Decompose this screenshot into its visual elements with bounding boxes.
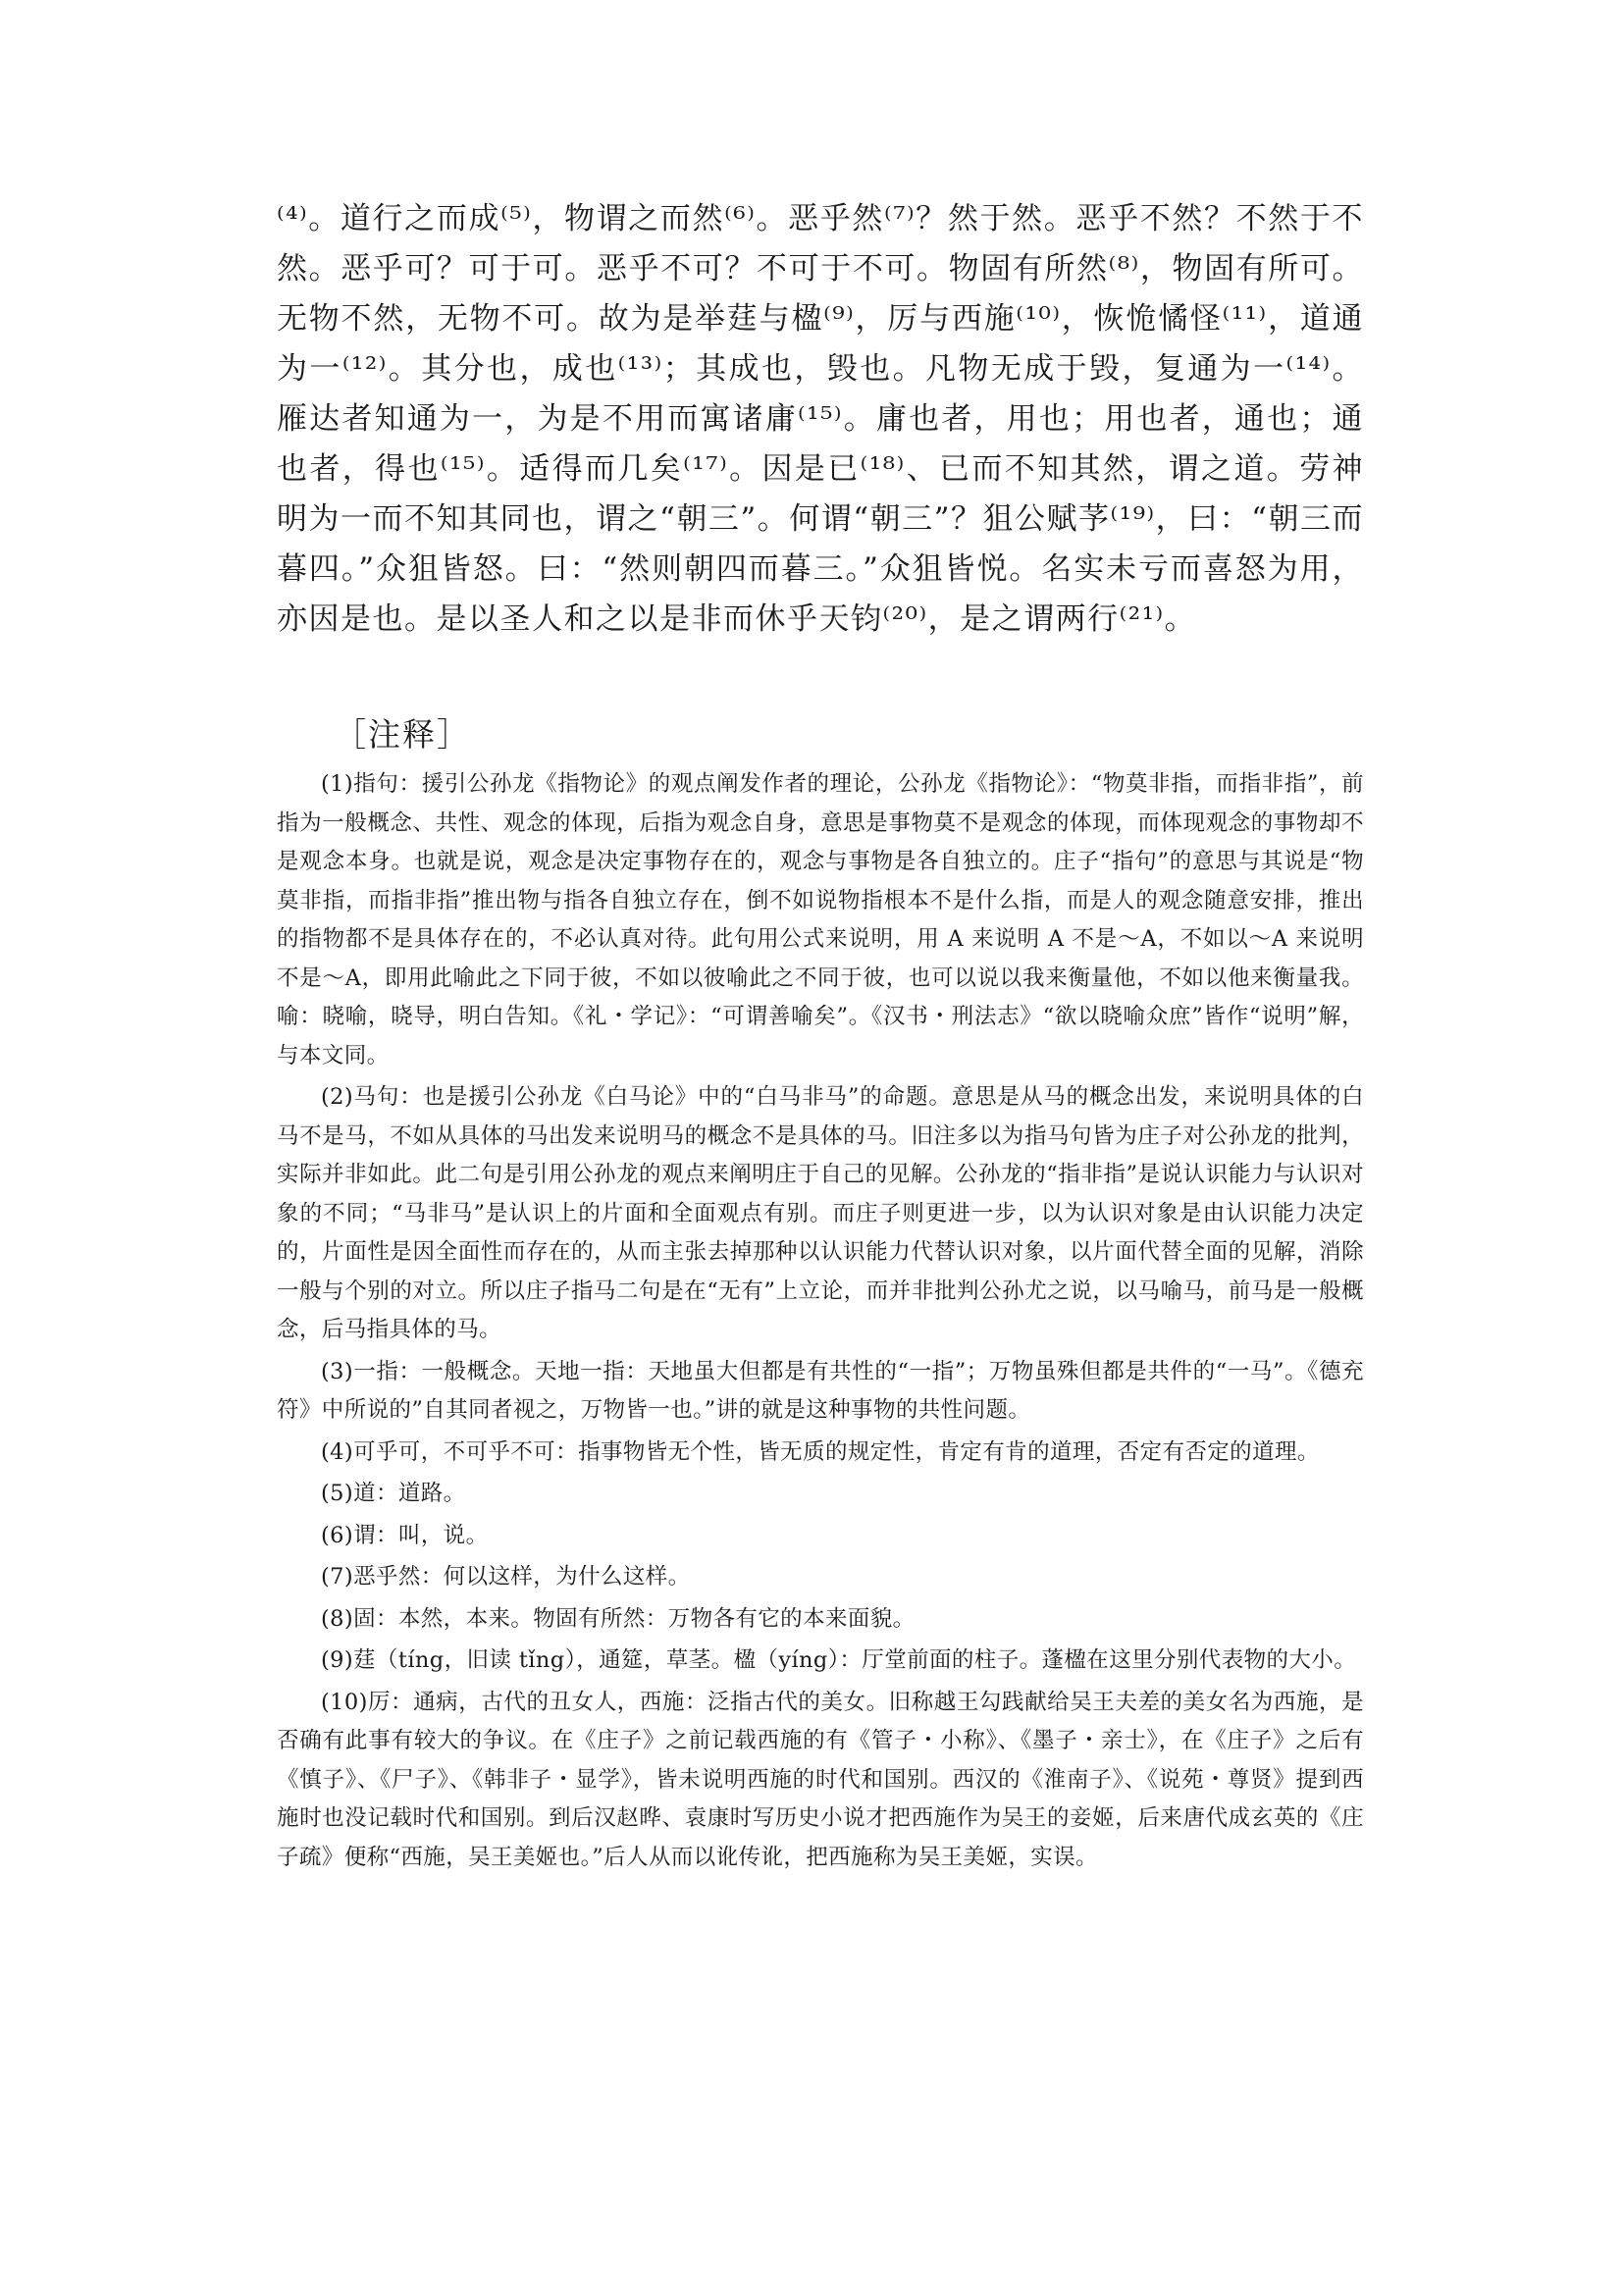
note-item: (3)一指：一般概念。天地一指：天地虽大但都是有共性的“一指”；万物虽殊但都是共件的“一马”。《德充符》中所说的”自其同者视之，万物皆一也。”讲的就是这种事物的共性问题。 (277, 1358, 1364, 1423)
notes-heading: ［注释］ (334, 715, 471, 754)
note-item: (4)可乎可，不可乎不可：指事物皆无个性，皆无质的规定性，肯定有肯的道理，否定有否定的道理。 (321, 1438, 1320, 1465)
note-item: (8)固：本然，本来。物固有所然：万物各有它的本来面貌。 (321, 1605, 916, 1632)
main-passage: ⁽⁴⁾。道行之而成⁽⁵⁾，物谓之而然⁽⁶⁾。恶乎然⁽⁷⁾？然于然。恶乎不然？不然于不然。恶乎可？可于可。恶乎不可？不可于不可。物固有所然⁽⁸⁾，物固有所可。无物不然，无物不可。故为是举莛与楹⁽⁹⁾，厉与西施⁽¹⁰⁾，恢恑憰怪⁽¹¹⁾，道通为一⁽¹²⁾。其分也，成也⁽¹³⁾；其成也，毁也。凡物无成于毁，复通为一⁽¹⁴⁾。雁达者知通为一，为是不用而寓诸庸⁽¹⁵⁾。庸也者，用也；用也者，通也；通也者，得也⁽¹⁵⁾。适得而几矣⁽¹⁷⁾。因是已⁽¹⁸⁾、已而不知其然，谓之道。劳神明为一而不知其同也，谓之“朝三”。何谓“朝三”？狙公赋芧⁽¹⁹⁾，曰：“朝三而暮四。”众狙皆怒。曰：“然则朝四而暮三。”众狙皆悦。名实未亏而喜怒为用，亦因是也。是以圣人和之以是非而休乎天钧⁽²⁰⁾，是之谓两行⁽²¹⁾。 (277, 201, 1364, 637)
note-item: (7)恶乎然：何以这样，为什么这样。 (321, 1564, 691, 1590)
note-item: (1)指句：援引公孙龙《指物论》的观点阐发作者的理论，公孙龙《指物论》：“物莫非指，而指非指”，前指为一般概念、共性、观念的体现，后指为观念自身，意思是事物莫不是观念的体现，而体现观念的事物却不是观念本身。也就是说，观念是决定事物存在的，观念与事物是各自独立的。庄子“指句”的意思与其说是“物莫非指，而指非指”推出物与指各自独立存在，倒不如说物指根本不是什么指，而是人的观念随意安排，推出的指物都不是具体存在的，不必认真对待。此句用公式来说明，用 A 来说明 A 不是～A，不如以～A 来说明不是～A，即用此喻此之下同于彼，不如以彼喻此之不同于彼，也可以说以我来衡量他，不如以他来衡量我。喻：晓喻，晓导，明白告知。《礼・学记》：“可谓善喻矣”。《汉书・刑法志》“欲以晓喻众庶”皆作“说明”解，与本文同。 (277, 771, 1364, 1069)
note-item: (10)厉：通病，古代的丑女人，西施：泛指古代的美女。旧称越王勾践献给吴王夫差的美女名为西施，是否确有此事有较大的争议。在《庄子》之前记载西施的有《管子・小称》、《墨子・亲士》，在《庄子》之后有《慎子》、《尸子》、《韩非子・显学》，皆未说明西施的时代和国别。西汉的《淮南子》、《说苑・尊贤》提到西施时也没记载时代和国别。到后汉赵晔、袁康时写历史小说才把西施作为吴王的妾姬，后来唐代成玄英的《庄子疏》便称“西施，吴王美姬也。”后人从而以讹传讹，把西施称为吴王美姬，实误。 (277, 1689, 1364, 1870)
note-item: (6)谓：叫，说。 (321, 1522, 489, 1548)
note-item: (2)马句：也是援引公孙龙《白马论》中的“白马非马”的命题。意思是从马的概念出发，来说明具体的白马不是马，不如从具体的马出发来说明马的概念不是具体的马。旧注多以为指马句皆为庄子对公孙龙的批判，实际并非如此。此二句是引用公孙龙的观点来阐明庄于自己的见解。公孙龙的“指非指”是说认识能力与认识对象的不同；“马非马”是认识上的片面和全面观点有别。而庄子则更进一步，以为认识对象是由认识能力决定的，片面性是因全面性而存在的，从而主张去掉那种以认识能力代替认识对象，以片面代替全面的见解，消除一般与个别的对立。所以庄子指马二句是在“无有”上立论，而并非批判公孙尤之说，以马喻马，前马是一般概念，后马指具体的马。 (277, 1084, 1364, 1342)
note-item: (9)莛（tíng，旧读 tǐng），通筵，草茎。楹（yíng）：厅堂前面的柱子。蓬楹在这里分别代表物的大小。 (321, 1647, 1357, 1673)
note-item: (5)道：道路。 (321, 1481, 466, 1506)
document-page (277, 194, 1364, 1880)
notes-list (277, 765, 1364, 1877)
